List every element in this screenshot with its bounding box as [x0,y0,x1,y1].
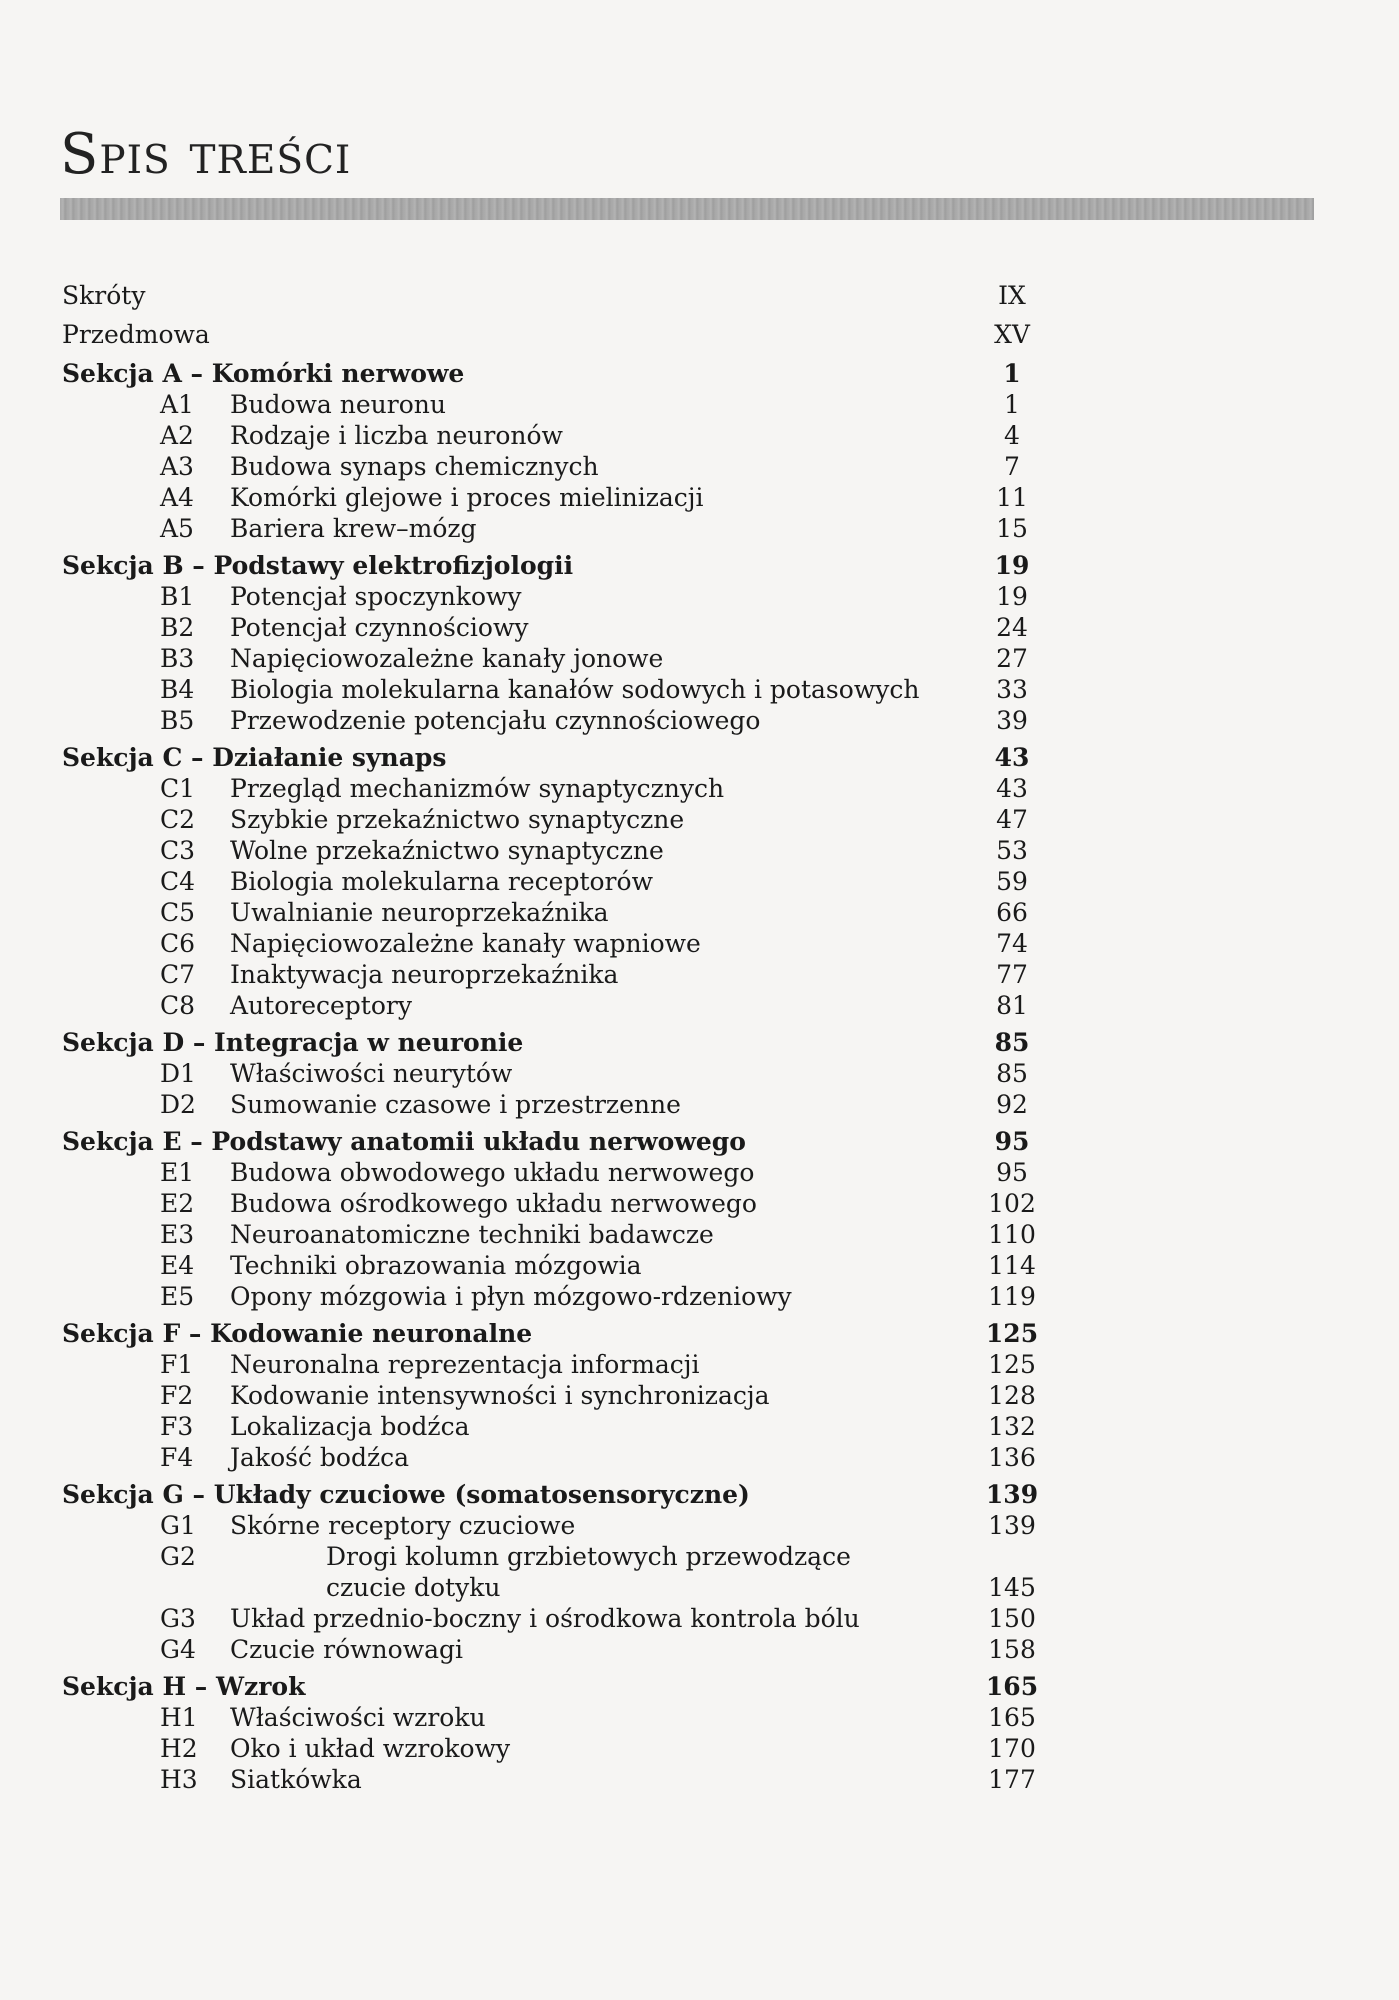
toc-section-heading[interactable] [62,1671,1042,1702]
toc-entry-title: Napięciowozależne kanały wapniowe [230,929,701,958]
toc-entry-page: 158 [988,1635,1036,1664]
toc-entry[interactable] [62,773,1042,804]
toc-entry-code: A3 [160,452,194,481]
toc-entry-page: 66 [996,898,1028,927]
toc-entry[interactable] [62,897,1042,928]
section-heading-page: 95 [994,1127,1030,1156]
toc-entry-title: Siatkówka [230,1765,362,1794]
toc-section-heading[interactable] [62,1318,1042,1349]
toc-entry[interactable] [62,389,1042,420]
toc-entry-code: H1 [160,1703,198,1732]
toc-entry-page: 165 [988,1703,1036,1732]
toc-section [62,358,1042,544]
toc-entry[interactable] [62,1380,1042,1411]
toc-entry-page: 59 [996,867,1028,896]
toc-entry-title: Neuronalna reprezentacja informacji [230,1350,700,1379]
toc-entry-page: 53 [996,836,1028,865]
toc-entry[interactable] [62,1764,1042,1795]
toc-entry-title: Autoreceptory [230,991,412,1020]
toc-entry-page: 39 [996,706,1028,735]
toc-entry[interactable] [62,705,1042,736]
toc-entry[interactable] [62,866,1042,897]
toc-entry-page: 77 [996,960,1028,989]
toc-section [62,1318,1042,1473]
section-heading-title: Sekcja C – Działanie synaps [62,743,447,772]
toc-entry[interactable] [62,1250,1042,1281]
section-heading-page: 85 [994,1028,1030,1057]
toc-entry-title: Inaktywacja neuroprzekaźnika [230,960,619,989]
toc-entry-code: C7 [160,960,196,989]
toc-front-label: Skróty [62,281,146,310]
toc-entry-title: Sumowanie czasowe i przestrzenne [230,1090,681,1119]
page-title: Spis treści [60,122,352,187]
toc-entry[interactable] [62,1349,1042,1380]
toc-entry[interactable] [62,1603,1042,1634]
toc-entry[interactable] [62,513,1042,544]
toc-entry-page: 139 [988,1511,1036,1540]
toc-entry-title: Jakość bodźca [230,1443,410,1472]
toc-entry-title: Kodowanie intensywności i synchronizacja [230,1381,770,1410]
toc-front-page: XV [994,320,1030,349]
title-rule [60,198,1314,220]
section-heading-page: 139 [985,1480,1039,1509]
toc-entry-page: 125 [988,1350,1036,1379]
toc-entry-code: F2 [160,1381,194,1410]
toc-front-page: IX [998,281,1026,310]
toc-entry-code: F4 [160,1443,194,1472]
toc-entry-page: 170 [988,1734,1036,1763]
section-heading-title: Sekcja D – Integracja w neuronie [62,1028,524,1057]
toc-entry-code: C3 [160,836,196,865]
toc-entry-code: D2 [160,1090,196,1119]
toc-entry-page: 74 [996,929,1028,958]
section-heading-title: Sekcja E – Podstawy anatomii układu nerwowego [62,1127,746,1156]
toc-entry-page: 95 [996,1158,1028,1187]
toc-entry-title: Budowa neuronu [230,390,446,419]
toc-entry-page: 47 [996,805,1028,834]
toc-entry-code: A2 [160,421,194,450]
toc-entry-page: 177 [988,1765,1036,1794]
toc-entry[interactable] [62,1733,1042,1764]
toc-entry-code: A5 [160,514,194,543]
toc-entry-title: Komórki glejowe i proces mielinizacji [230,483,704,512]
toc-entry[interactable] [62,1089,1042,1120]
toc-entry-code: C2 [160,805,196,834]
toc-entry-page: 92 [996,1090,1028,1119]
toc-section-heading[interactable] [62,742,1042,773]
toc-entry-page: 132 [988,1412,1036,1441]
toc-entry-title: Wolne przekaźnictwo synaptyczne [230,836,664,865]
toc-entry-page: 43 [996,774,1028,803]
toc-entry-page: 136 [988,1443,1036,1472]
toc-entry-code: E2 [160,1189,195,1218]
toc-entry[interactable] [62,1058,1042,1089]
toc-entry-code: C8 [160,991,196,1020]
toc-entry[interactable] [62,451,1042,482]
toc-section [62,1027,1042,1120]
toc-front-label: Przedmowa [62,320,210,349]
toc-entry-page: 4 [1004,421,1020,450]
toc-entry-page: 19 [996,582,1028,611]
toc-entry-code: H3 [160,1765,198,1794]
toc-entry-code: B5 [160,706,195,735]
toc-entry-page: 119 [988,1282,1036,1311]
toc-entry[interactable] [62,1541,1042,1603]
section-heading-page: 125 [985,1319,1039,1348]
toc-entry-title: Budowa obwodowego układu nerwowego [230,1158,755,1187]
toc-entry-page: 27 [996,644,1028,673]
toc-entry-title: Właściwości neurytów [230,1059,513,1088]
toc-entry-page: 24 [996,613,1028,642]
toc-section-heading[interactable] [62,358,1042,389]
toc-entry[interactable] [62,482,1042,513]
toc-entry-title: Lokalizacja bodźca [230,1412,470,1441]
toc-entry[interactable] [62,1702,1042,1733]
toc-entry-code: E1 [160,1158,195,1187]
toc-section-heading[interactable] [62,1027,1042,1058]
toc-entry[interactable] [62,581,1042,612]
toc-entry-page: 11 [996,483,1028,512]
toc-entry-title: Rodzaje i liczba neuronów [230,421,563,450]
toc-entry-code: G4 [160,1635,196,1664]
toc-entry-code: G2 [160,1542,196,1571]
toc-entry[interactable] [62,928,1042,959]
section-heading-page: 19 [994,551,1030,580]
toc-entry-code: B1 [160,582,195,611]
toc-entry-code: E4 [160,1251,195,1280]
toc-entry[interactable] [62,1157,1042,1188]
toc-entry[interactable] [62,674,1042,705]
toc-entry-title: Budowa synaps chemicznych [230,452,599,481]
toc-entry-code: C4 [160,867,196,896]
toc-entry-title: Przewodzenie potencjału czynnościowego [230,706,761,735]
toc-entry-code: D1 [160,1059,196,1088]
toc-entry-code: F1 [160,1350,194,1379]
toc-section-heading[interactable] [62,1126,1042,1157]
toc-entry[interactable] [62,1442,1042,1473]
toc-entry-title: Właściwości wzroku [230,1703,486,1732]
toc-entry-code: B3 [160,644,195,673]
toc-entry-title: Potencjał czynnościowy [230,613,529,642]
toc-entry-page: 150 [988,1604,1036,1633]
table-of-contents [62,280,1042,1801]
toc-entry[interactable] [62,1634,1042,1665]
toc-entry-code: C5 [160,898,196,927]
toc-section-heading[interactable] [62,1479,1042,1510]
toc-entry-page: 128 [988,1381,1036,1410]
toc-entry-page: 110 [988,1220,1036,1249]
section-heading-title: Sekcja H – Wzrok [62,1672,306,1701]
toc-entry[interactable] [62,1411,1042,1442]
toc-entry-page: 102 [988,1189,1036,1218]
toc-entry[interactable] [62,990,1042,1021]
toc-entry[interactable] [62,420,1042,451]
toc-entry[interactable] [62,643,1042,674]
section-heading-title: Sekcja F – Kodowanie neuronalne [62,1319,533,1348]
section-heading-page: 43 [994,743,1030,772]
toc-section [62,1479,1042,1665]
toc-front-item[interactable] [62,280,1042,311]
section-heading-page: 1 [1003,359,1021,388]
toc-section [62,550,1042,736]
section-heading-title: Sekcja B – Podstawy elektrofizjologii [62,551,574,580]
toc-entry-title: Potencjał spoczynkowy [230,582,522,611]
toc-entry-page: 85 [996,1059,1028,1088]
toc-entry-code: C1 [160,774,196,803]
toc-entry-title: Napięciowozależne kanały jonowe [230,644,664,673]
toc-sections [62,358,1042,1795]
toc-entry-code: C6 [160,929,196,958]
toc-section [62,1126,1042,1312]
toc-entry-code: E3 [160,1220,195,1249]
section-heading-page: 165 [985,1672,1039,1701]
toc-entry-title: Bariera krew–mózg [230,514,477,543]
toc-entry-title: Opony mózgowia i płyn mózgowo-rdzeniowy [230,1282,792,1311]
toc-entry-code: A1 [160,390,194,419]
toc-entry-page: 15 [996,514,1028,543]
toc-entry-page: 81 [996,991,1028,1020]
toc-entry-code: B4 [160,675,195,704]
toc-entry-title: Biologia molekularna kanałów sodowych i potasowych [230,675,920,704]
toc-entry-title: Biologia molekularna receptorów [230,867,653,896]
toc-entry[interactable] [62,959,1042,990]
toc-entry-title: Neuroanatomiczne techniki badawcze [230,1220,714,1249]
toc-entry-title: Techniki obrazowania mózgowia [230,1251,642,1280]
toc-entry[interactable] [62,612,1042,643]
toc-entry[interactable] [62,1510,1042,1541]
toc-entry-title: Budowa ośrodkowego układu nerwowego [230,1189,757,1218]
toc-front-item[interactable] [62,319,1042,350]
toc-entry-code: G1 [160,1511,196,1540]
toc-entry-page: 33 [996,675,1028,704]
toc-entry-code: E5 [160,1282,195,1311]
toc-entry-code: F3 [160,1412,194,1441]
toc-entry-title: Skórne receptory czuciowe [230,1511,576,1540]
toc-entry[interactable] [62,835,1042,866]
toc-entry-code: A4 [160,483,194,512]
toc-entry-page: 145 [988,1573,1036,1602]
toc-entry[interactable] [62,1219,1042,1250]
toc-section-heading[interactable] [62,550,1042,581]
toc-entry-code: H2 [160,1734,198,1763]
toc-entry-title: Czucie równowagi [230,1635,463,1664]
toc-entry-title: Szybkie przekaźnictwo synaptyczne [230,805,685,834]
toc-entry-title: Oko i układ wzrokowy [230,1734,511,1763]
section-heading-title: Sekcja G – Układy czuciowe (somatosensoryczne) [62,1480,750,1509]
toc-entry[interactable] [62,1281,1042,1312]
toc-entry-title: Przegląd mechanizmów synaptycznych [230,774,725,803]
toc-entry-page: 7 [1004,452,1020,481]
toc-section [62,1671,1042,1795]
toc-entry[interactable] [62,804,1042,835]
toc-entry-page: 114 [988,1251,1036,1280]
toc-entry-title: Układ przednio-boczny i ośrodkowa kontrola bólu [230,1604,860,1633]
toc-section [62,742,1042,1021]
toc-entry-code: B2 [160,613,195,642]
toc-entry[interactable] [62,1188,1042,1219]
toc-entry-title: Uwalnianie neuroprzekaźnika [230,898,609,927]
section-heading-title: Sekcja A – Komórki nerwowe [62,359,465,388]
toc-entry-code: G3 [160,1604,196,1633]
toc-entry-page: 1 [1004,390,1020,419]
toc-entry-title: Drogi kolumn grzbietowych przewodzące czucie dotyku [326,1542,851,1602]
